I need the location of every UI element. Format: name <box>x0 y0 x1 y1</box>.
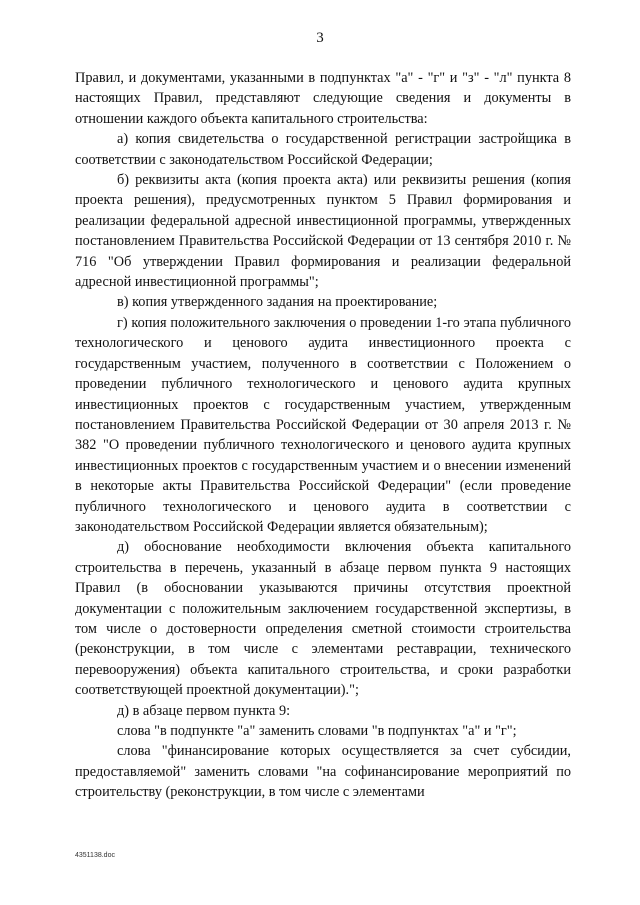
file-name-footer: 4351138.doc <box>75 852 115 859</box>
paragraph-replace-words-2: слова "финансирование которых осуществляется за счет субсидии, предоставляемой" заменить словами "на софинансирование мероприятий по строительству (реконструкции, в том числе с элементами <box>75 743 571 801</box>
page-number: 3 <box>316 30 324 46</box>
paragraph-item-d-justification: д) обоснование необходимости включения объекта капитального строительства в перечень, указанный в абзаце первом пункта 9 настоящих Правил (в обосновании указываются причины отсутствия проектной документации с положительным заключением государственной экспертизы, в том числе о достоверности определения сметной стоимости строительства (реконструкции, в том числе с элементами реставрации, технического перевооружения) объекта капитального строительства, и сроки разработки соответствующей проектной документации)."; <box>75 539 571 699</box>
paragraph-item-a: а) копия свидетельства о государственной регистрации застройщика в соответствии с законодательством Российской Федерации; <box>75 131 571 168</box>
paragraph-item-v: в) копия утвержденного задания на проектирование; <box>117 294 438 311</box>
paragraph-item-b: б) реквизиты акта (копия проекта акта) или реквизиты решения (копия проекта решения), предусмотренных пунктом 5 Правил формирования и реализации федеральной адресной инвестиционной программы, утвержденных постановлением Правительства Российской Федерации от 13 сентября 2010 г. № 716 "Об утверждении Правил формирования и реализации федеральной адресной инвестиционной программы"; <box>75 172 571 291</box>
paragraph-replace-words-1: слова "в подпункте "а" заменить словами "в подпунктах "а" и "г"; <box>117 723 517 739</box>
document-body <box>75 68 571 803</box>
paragraph-item-g: г) копия положительного заключения о проведении 1-го этапа публичного технологического и ценового аудита инвестиционного проекта с государственным участием, полученного в соответствии с Положением о проведении публичного технологического и ценового аудита крупных инвестиционных проектов с государственным участием, утвержденным постановлением Правительства Российской Федерации от 30 апреля 2013 г. № 382 "О проведении публичного технологического и ценового аудита крупных инвестиционных проектов с государственным участием и о внесении изменений в некоторые акты Правительства Российской Федерации" (если проведение публичного технологического и ценового аудита в соответствии с законодательством Российской Федерации является обязательным); <box>75 314 571 535</box>
paragraph-intro: Правил, и документами, указанными в подпунктах "а" - "г" и "з" - "л" пункта 8 настоящих Правил, представляют следующие сведения и документы в отношении каждого объекта капитального строительства: <box>75 70 571 127</box>
paragraph-item-d-clause: д) в абзаце первом пункта 9: <box>117 702 291 719</box>
